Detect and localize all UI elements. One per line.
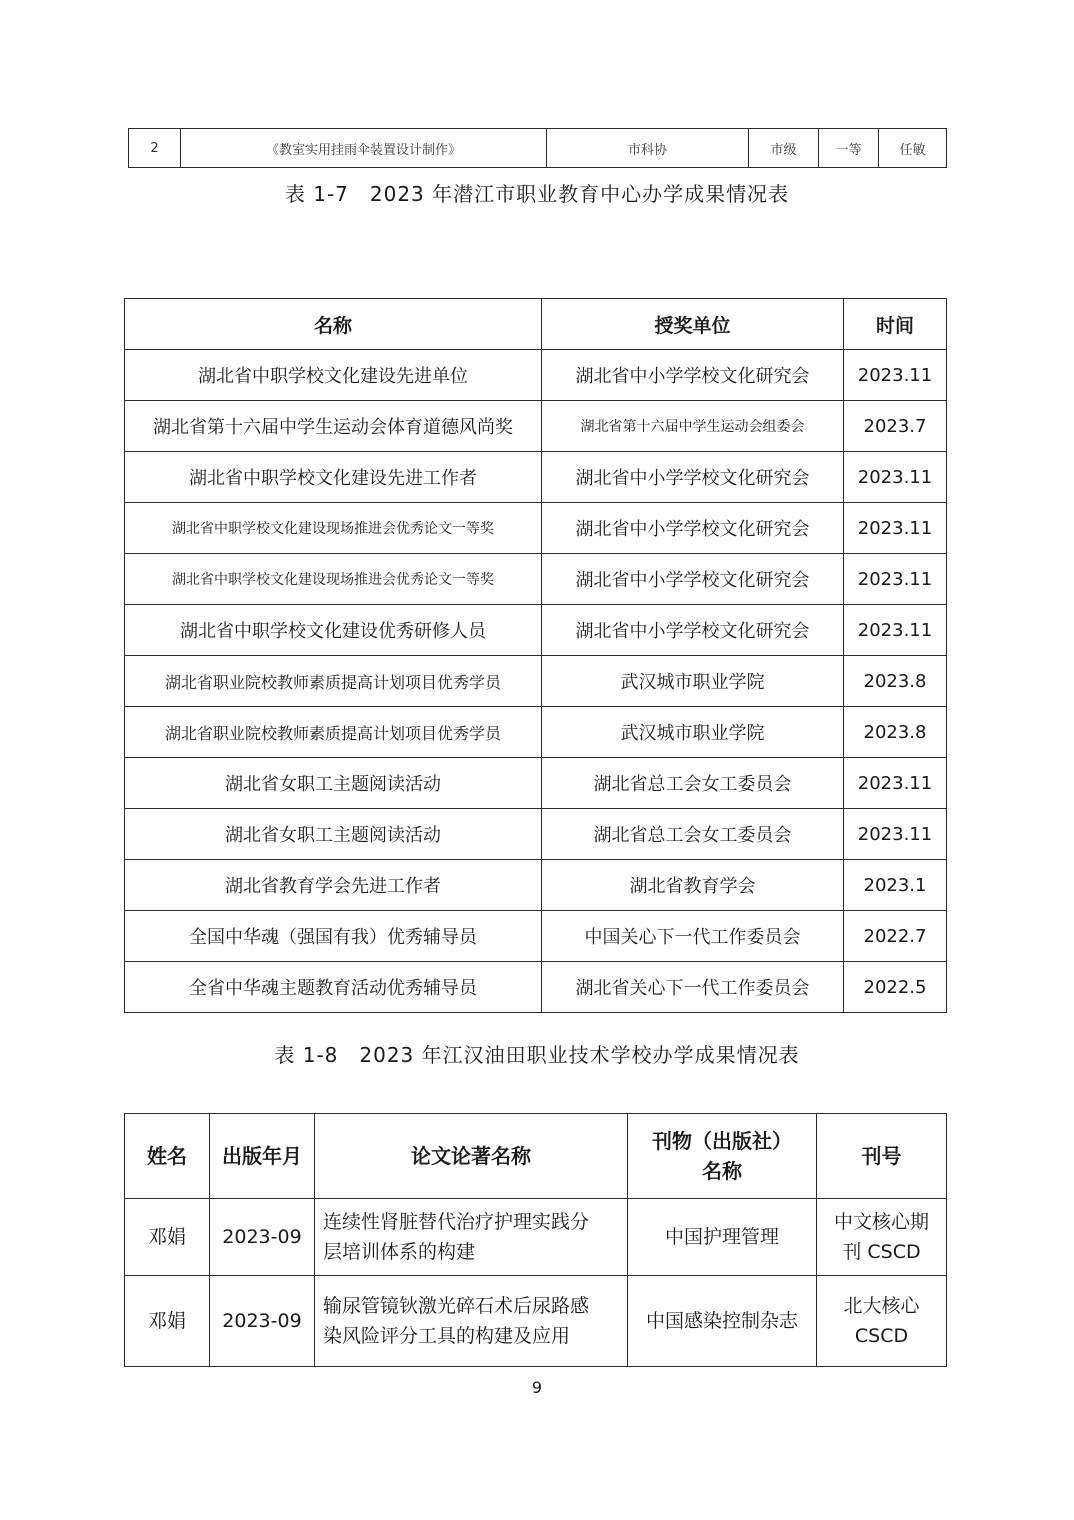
award-name: 湖北省中职学校文化建设先进单位 <box>125 350 542 401</box>
issue-line: 刊 CSCD <box>842 1241 921 1263</box>
title-cell <box>315 1276 628 1367</box>
table-cell: 市级 <box>749 129 819 168</box>
column-header-time: 时间 <box>844 299 947 350</box>
award-unit: 湖北省教育学会 <box>542 860 844 911</box>
table-row <box>125 809 947 860</box>
top-partial-table <box>128 128 947 168</box>
award-unit: 中国关心下一代工作委员会 <box>542 911 844 962</box>
table-1-7-caption: 表 1-7 2023 年潜江市职业教育中心办学成果情况表 <box>284 182 790 206</box>
issue-cell <box>817 1199 947 1276</box>
award-name: 湖北省中职学校文化建设先进工作者 <box>125 452 542 503</box>
table-row <box>125 350 947 401</box>
journal-header-line: 刊物（出版社） <box>652 1129 792 1153</box>
table-row <box>125 707 947 758</box>
author-cell: 邓娟 <box>125 1276 210 1367</box>
issue-line: 北大核心 <box>843 1295 920 1317</box>
table-row <box>125 860 947 911</box>
award-unit: 武汉城市职业学院 <box>542 707 844 758</box>
table-row <box>125 452 947 503</box>
award-time: 2023.8 <box>844 656 947 707</box>
award-unit: 湖北省总工会女工委员会 <box>542 809 844 860</box>
table-row <box>125 758 947 809</box>
table-header-row <box>125 299 947 350</box>
award-time: 2022.5 <box>844 962 947 1013</box>
table-cell: 任敏 <box>879 129 947 168</box>
award-name: 湖北省教育学会先进工作者 <box>125 860 542 911</box>
table-cell: 2 <box>129 129 181 168</box>
date-cell: 2023-09 <box>210 1199 315 1276</box>
column-header-name: 名称 <box>125 299 542 350</box>
journal-cell: 中国护理管理 <box>628 1199 817 1276</box>
table-header-row <box>125 1114 947 1199</box>
award-time: 2023.8 <box>844 707 947 758</box>
award-time: 2023.11 <box>844 350 947 401</box>
award-unit: 湖北省总工会女工委员会 <box>542 758 844 809</box>
table-cell: 一等 <box>819 129 879 168</box>
award-unit: 湖北省中小学学校文化研究会 <box>542 605 844 656</box>
award-name: 全国中华魂（强国有我）优秀辅导员 <box>125 911 542 962</box>
issue-line: 中文核心期 <box>833 1211 929 1233</box>
title-cell <box>315 1199 628 1276</box>
issue-line: CSCD <box>854 1325 909 1347</box>
award-name: 湖北省中职学校文化建设优秀研修人员 <box>125 605 542 656</box>
date-cell: 2023-09 <box>210 1276 315 1367</box>
table-row <box>125 605 947 656</box>
award-name: 全省中华魂主题教育活动优秀辅导员 <box>125 962 542 1013</box>
award-name: 湖北省女职工主题阅读活动 <box>125 809 542 860</box>
table-row <box>125 1276 947 1367</box>
award-time: 2023.11 <box>844 503 947 554</box>
award-name: 湖北省职业院校教师素质提高计划项目优秀学员 <box>125 707 542 758</box>
column-header-title: 论文论著名称 <box>315 1114 628 1199</box>
title-line: 输尿管镜钬激光碎石术后尿路感 <box>323 1295 590 1317</box>
table-row <box>125 554 947 605</box>
award-name: 湖北省中职学校文化建设现场推进会优秀论文一等奖 <box>125 503 542 554</box>
page-number: 9 <box>531 1378 543 1397</box>
award-name: 湖北省女职工主题阅读活动 <box>125 758 542 809</box>
table-row <box>125 503 947 554</box>
table-row <box>125 401 947 452</box>
author-cell: 邓娟 <box>125 1199 210 1276</box>
table-cell: 市科协 <box>547 129 749 168</box>
column-header-author: 姓名 <box>125 1114 210 1199</box>
title-line: 层培训体系的构建 <box>323 1241 476 1263</box>
award-time: 2023.11 <box>844 452 947 503</box>
award-name: 湖北省中职学校文化建设现场推进会优秀论文一等奖 <box>125 554 542 605</box>
award-time: 2023.7 <box>844 401 947 452</box>
journal-cell: 中国感染控制杂志 <box>628 1276 817 1367</box>
award-unit: 湖北省关心下一代工作委员会 <box>542 962 844 1013</box>
award-time: 2023.1 <box>844 860 947 911</box>
award-unit: 湖北省中小学学校文化研究会 <box>542 503 844 554</box>
column-header-date: 出版年月 <box>210 1114 315 1199</box>
title-line: 连续性肾脏替代治疗护理实践分 <box>323 1211 590 1233</box>
table-1-8 <box>124 1113 947 1367</box>
award-time: 2023.11 <box>844 554 947 605</box>
award-unit: 武汉城市职业学院 <box>542 656 844 707</box>
title-line: 染风险评分工具的构建及应用 <box>323 1325 571 1347</box>
table-cell: 《教室实用挂雨伞装置设计制作》 <box>181 129 547 168</box>
award-time: 2023.11 <box>844 758 947 809</box>
table-row <box>125 911 947 962</box>
award-time: 2023.11 <box>844 605 947 656</box>
table-1-7 <box>124 298 947 1013</box>
table-row <box>125 962 947 1013</box>
column-header-awarder: 授奖单位 <box>542 299 844 350</box>
table-row <box>129 129 947 168</box>
award-time: 2023.11 <box>844 809 947 860</box>
column-header-issue: 刊号 <box>817 1114 947 1199</box>
table-row <box>125 1199 947 1276</box>
award-unit: 湖北省中小学学校文化研究会 <box>542 452 844 503</box>
award-unit: 湖北省中小学学校文化研究会 <box>542 554 844 605</box>
issue-cell <box>817 1276 947 1367</box>
award-unit: 湖北省第十六届中学生运动会组委会 <box>542 401 844 452</box>
award-name: 湖北省第十六届中学生运动会体育道德风尚奖 <box>125 401 542 452</box>
column-header-journal <box>628 1114 817 1199</box>
award-name: 湖北省职业院校教师素质提高计划项目优秀学员 <box>125 656 542 707</box>
table-1-8-caption: 表 1-8 2023 年江汉油田职业技术学校办学成果情况表 <box>274 1043 800 1067</box>
table-row <box>125 656 947 707</box>
journal-header-line: 名称 <box>702 1159 742 1183</box>
award-time: 2022.7 <box>844 911 947 962</box>
award-unit: 湖北省中小学学校文化研究会 <box>542 350 844 401</box>
